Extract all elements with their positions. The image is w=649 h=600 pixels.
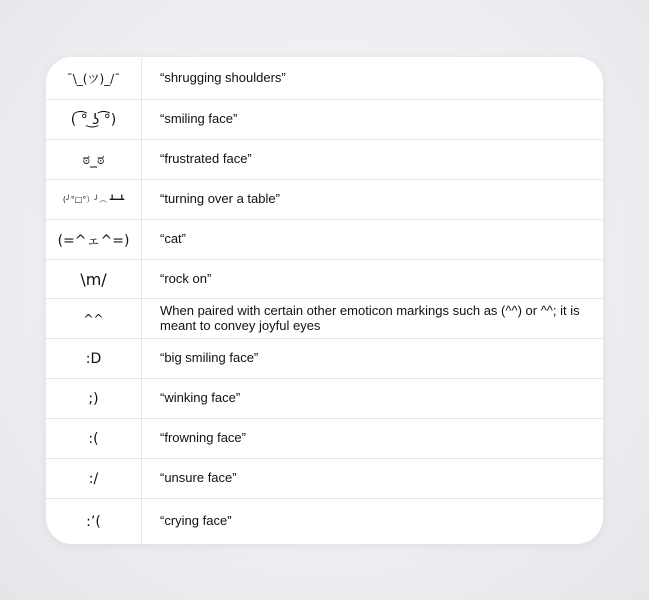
emoticon-cell: :/ <box>46 459 142 498</box>
table-row <box>46 180 603 220</box>
table-row <box>46 459 603 499</box>
description-cell: “frowning face” <box>160 430 246 446</box>
table-row <box>46 379 603 419</box>
description-cell: “smiling face” <box>160 111 238 127</box>
table-row <box>46 419 603 459</box>
description-cell: When paired with certain other emoticon markings such as (^^) or ^^; it is meant to convey joyful eyes <box>160 303 580 333</box>
emoticon-cell: \m/ <box>46 260 142 298</box>
table-row <box>46 260 603 299</box>
emoticon-cell: :’( <box>46 499 142 544</box>
emoticon-cell: (=^ェ^=) <box>46 220 142 259</box>
description-cell: “frustrated face” <box>160 151 252 167</box>
table-row <box>46 140 603 180</box>
description-cell: “big smiling face” <box>160 350 259 366</box>
description-cell: “rock on” <box>160 270 212 286</box>
description-cell: “winking face” <box>160 390 241 406</box>
emoticon-cell: :( <box>46 419 142 458</box>
emoticon-table-card <box>46 57 603 544</box>
table-row <box>46 299 603 339</box>
table-row <box>46 339 603 379</box>
emoticon-table <box>46 58 603 544</box>
emoticon-cell: (╯°□°）╯︵ ┻━┻ <box>46 180 142 219</box>
emoticon-cell: ( ͡° ͜ʖ ͡°) <box>46 100 142 139</box>
emoticon-cell: ¯\_(ツ)_/¯ <box>46 58 142 99</box>
table-row <box>46 58 603 100</box>
emoticon-cell: ^^ <box>46 299 142 338</box>
table-row <box>46 220 603 260</box>
description-cell: “unsure face” <box>160 470 237 486</box>
description-cell: “crying face” <box>160 513 232 529</box>
description-cell: “cat” <box>160 231 186 247</box>
description-cell: “turning over a table” <box>160 191 280 207</box>
table-row <box>46 499 603 544</box>
table-row <box>46 100 603 140</box>
emoticon-cell: ಠ_ಠ <box>46 140 142 179</box>
emoticon-cell: ;) <box>46 379 142 418</box>
emoticon-cell: :D <box>46 339 142 378</box>
description-cell: “shrugging shoulders” <box>160 70 286 86</box>
